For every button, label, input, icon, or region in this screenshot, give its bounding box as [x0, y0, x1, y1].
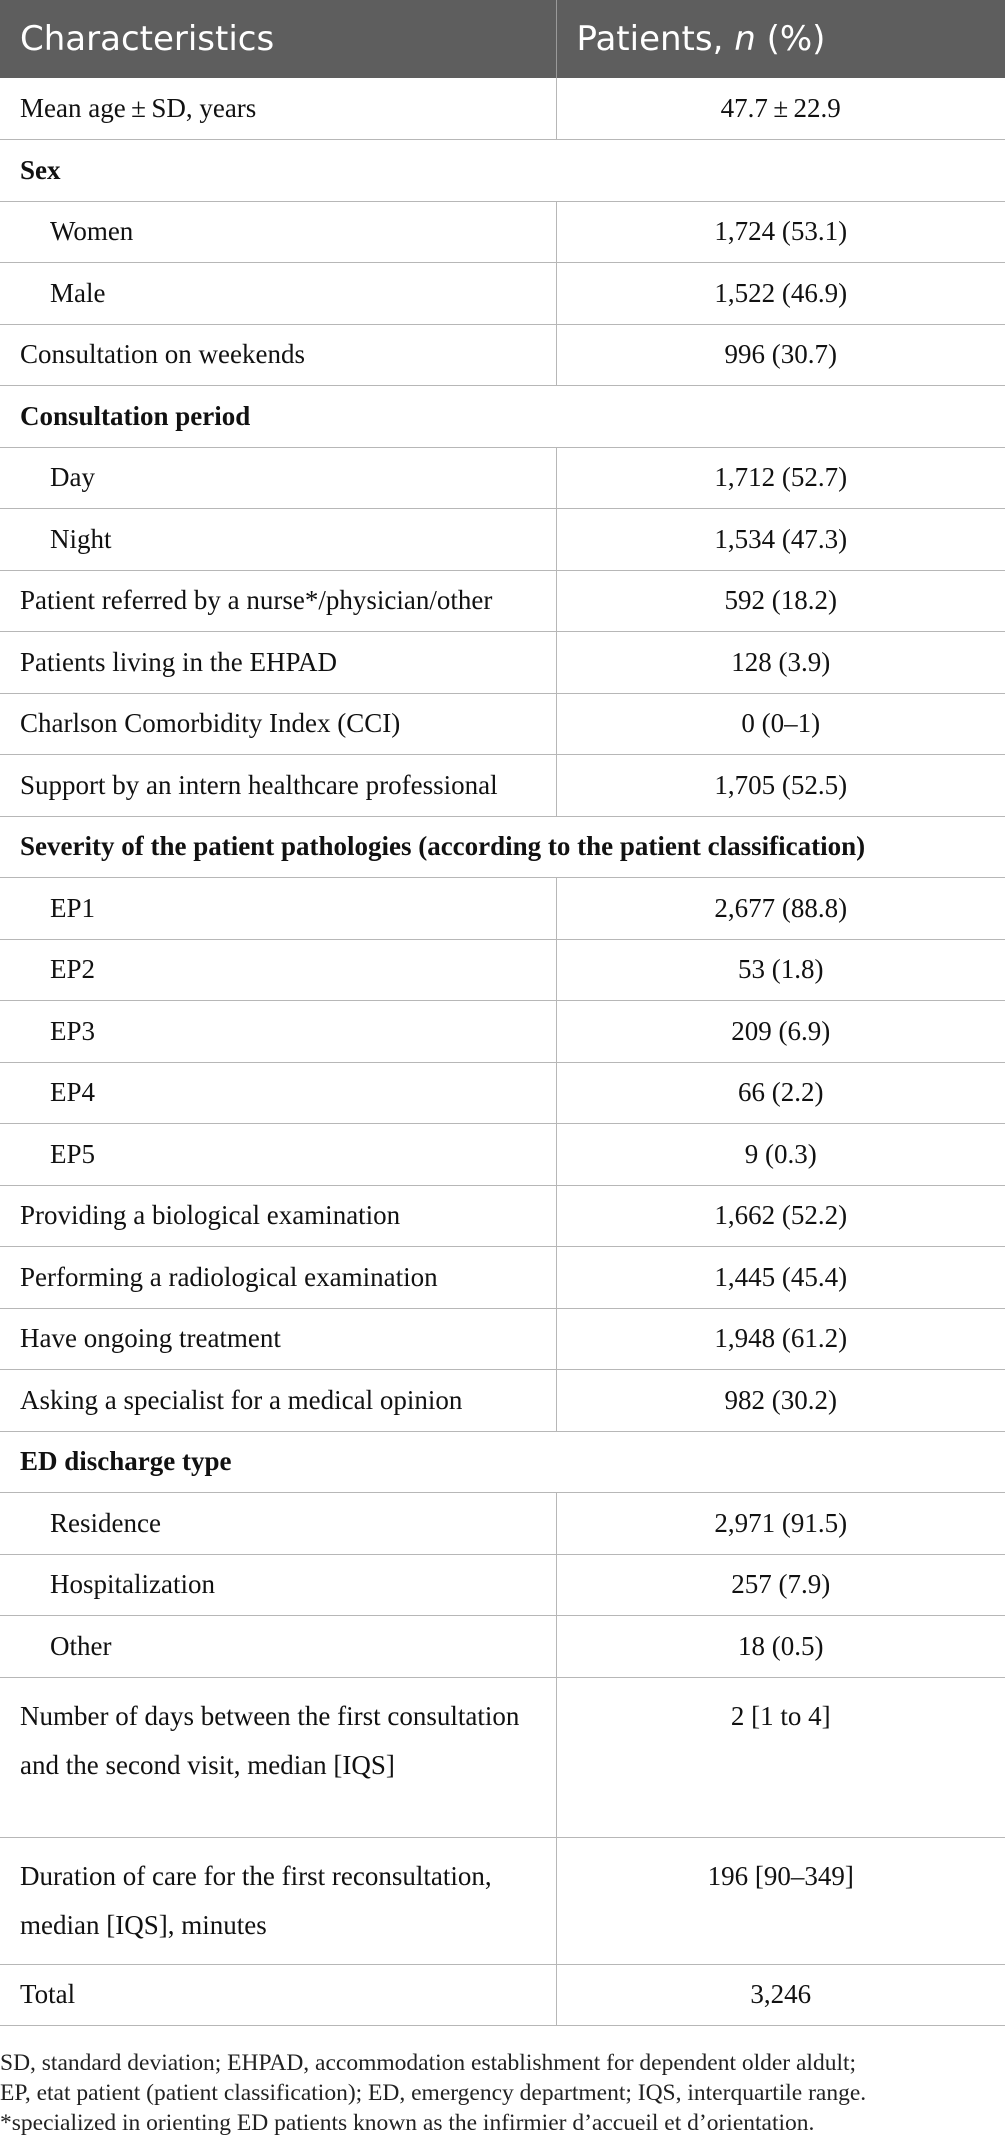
table-row: [0, 1185, 1005, 1247]
table-footnote: [0, 2048, 1005, 2138]
table-row: [0, 1247, 1005, 1309]
table-row: [0, 1837, 1005, 1964]
row-value: 2,677 (88.8): [556, 878, 1005, 940]
table-row: [0, 78, 1005, 140]
table-row: [0, 447, 1005, 509]
row-label: Women: [0, 201, 556, 263]
row-label: EP3: [0, 1001, 556, 1063]
section-row-severity: [0, 816, 1005, 878]
row-label: Number of days between the first consultation and the second visit, median [IQS]: [0, 1677, 556, 1837]
row-value: 982 (30.2): [556, 1370, 1005, 1432]
row-label: Mean age ± SD, years: [0, 78, 556, 140]
footnote-line: *specialized in orienting ED patients known as the infirmier d’accueil et d’orientation.: [0, 2110, 815, 2136]
section-label: Sex: [0, 140, 1005, 202]
row-value: 1,534 (47.3): [556, 509, 1005, 571]
table-row: [0, 570, 1005, 632]
row-label: Support by an intern healthcare professional: [0, 755, 556, 817]
row-label: Male: [0, 263, 556, 325]
row-value: 3,246: [556, 1964, 1005, 2026]
footnote-line: EP, etat patient (patient classification); ED, emergency department; IQS, interquartile range.: [0, 2080, 867, 2106]
section-label: Severity of the patient pathologies (according to the patient classification): [0, 816, 1005, 878]
row-value: 18 (0.5): [556, 1616, 1005, 1678]
row-value: 1,662 (52.2): [556, 1185, 1005, 1247]
table-row: [0, 632, 1005, 694]
row-value: 1,445 (45.4): [556, 1247, 1005, 1309]
row-value: 66 (2.2): [556, 1062, 1005, 1124]
row-label: Consultation on weekends: [0, 324, 556, 386]
row-label: EP5: [0, 1124, 556, 1186]
header-patients: Patients, n (%): [556, 0, 1005, 78]
row-value: 128 (3.9): [556, 632, 1005, 694]
row-label: Night: [0, 509, 556, 571]
table-row: [0, 693, 1005, 755]
row-label: Charlson Comorbidity Index (CCI): [0, 693, 556, 755]
row-value: 196 [90–349]: [556, 1837, 1005, 1964]
row-label: EP1: [0, 878, 556, 940]
row-value: 9 (0.3): [556, 1124, 1005, 1186]
table-row: [0, 1062, 1005, 1124]
row-label: Total: [0, 1964, 556, 2026]
footnote-line: SD, standard deviation; EHPAD, accommodation establishment for dependent older aldult;: [0, 2050, 857, 2076]
row-label: Patients living in the EHPAD: [0, 632, 556, 694]
row-label: EP2: [0, 939, 556, 1001]
table-row: [0, 263, 1005, 325]
table-row: [0, 1124, 1005, 1186]
table-row: [0, 1308, 1005, 1370]
table-row: [0, 939, 1005, 1001]
row-value: 996 (30.7): [556, 324, 1005, 386]
row-value: 592 (18.2): [556, 570, 1005, 632]
row-label: Day: [0, 447, 556, 509]
section-row-ed-discharge: [0, 1431, 1005, 1493]
section-row-consultation-period: [0, 386, 1005, 448]
table-row: [0, 1370, 1005, 1432]
row-label: Hospitalization: [0, 1554, 556, 1616]
row-label: Duration of care for the first reconsultation, median [IQS], minutes: [0, 1837, 556, 1964]
row-label: EP4: [0, 1062, 556, 1124]
section-row-sex: [0, 140, 1005, 202]
row-value: 47.7 ± 22.9: [556, 78, 1005, 140]
table-row: [0, 324, 1005, 386]
table-row: [0, 201, 1005, 263]
row-label: Performing a radiological examination: [0, 1247, 556, 1309]
table-row: [0, 1677, 1005, 1837]
table-row: [0, 1554, 1005, 1616]
row-label: Providing a biological examination: [0, 1185, 556, 1247]
table-row: [0, 878, 1005, 940]
row-value: 257 (7.9): [556, 1554, 1005, 1616]
row-value: 1,724 (53.1): [556, 201, 1005, 263]
row-value: 2 [1 to 4]: [556, 1677, 1005, 1837]
table-header-row: [0, 0, 1005, 78]
row-value: 1,712 (52.7): [556, 447, 1005, 509]
row-label: Asking a specialist for a medical opinion: [0, 1370, 556, 1432]
row-value: 209 (6.9): [556, 1001, 1005, 1063]
table-row-total: [0, 1964, 1005, 2026]
row-label: Patient referred by a nurse*/physician/other: [0, 570, 556, 632]
row-value: 53 (1.8): [556, 939, 1005, 1001]
header-characteristics: Characteristics: [0, 0, 556, 78]
table-row: [0, 1001, 1005, 1063]
table-row: [0, 509, 1005, 571]
row-value: 1,522 (46.9): [556, 263, 1005, 325]
section-label: Consultation period: [0, 386, 1005, 448]
row-label: Have ongoing treatment: [0, 1308, 556, 1370]
table-row: [0, 755, 1005, 817]
row-value: 1,948 (61.2): [556, 1308, 1005, 1370]
row-value: 0 (0–1): [556, 693, 1005, 755]
table-row: [0, 1493, 1005, 1555]
row-label: Other: [0, 1616, 556, 1678]
row-label: Residence: [0, 1493, 556, 1555]
section-label: ED discharge type: [0, 1431, 1005, 1493]
table-row: [0, 1616, 1005, 1678]
row-value: 2,971 (91.5): [556, 1493, 1005, 1555]
row-value: 1,705 (52.5): [556, 755, 1005, 817]
